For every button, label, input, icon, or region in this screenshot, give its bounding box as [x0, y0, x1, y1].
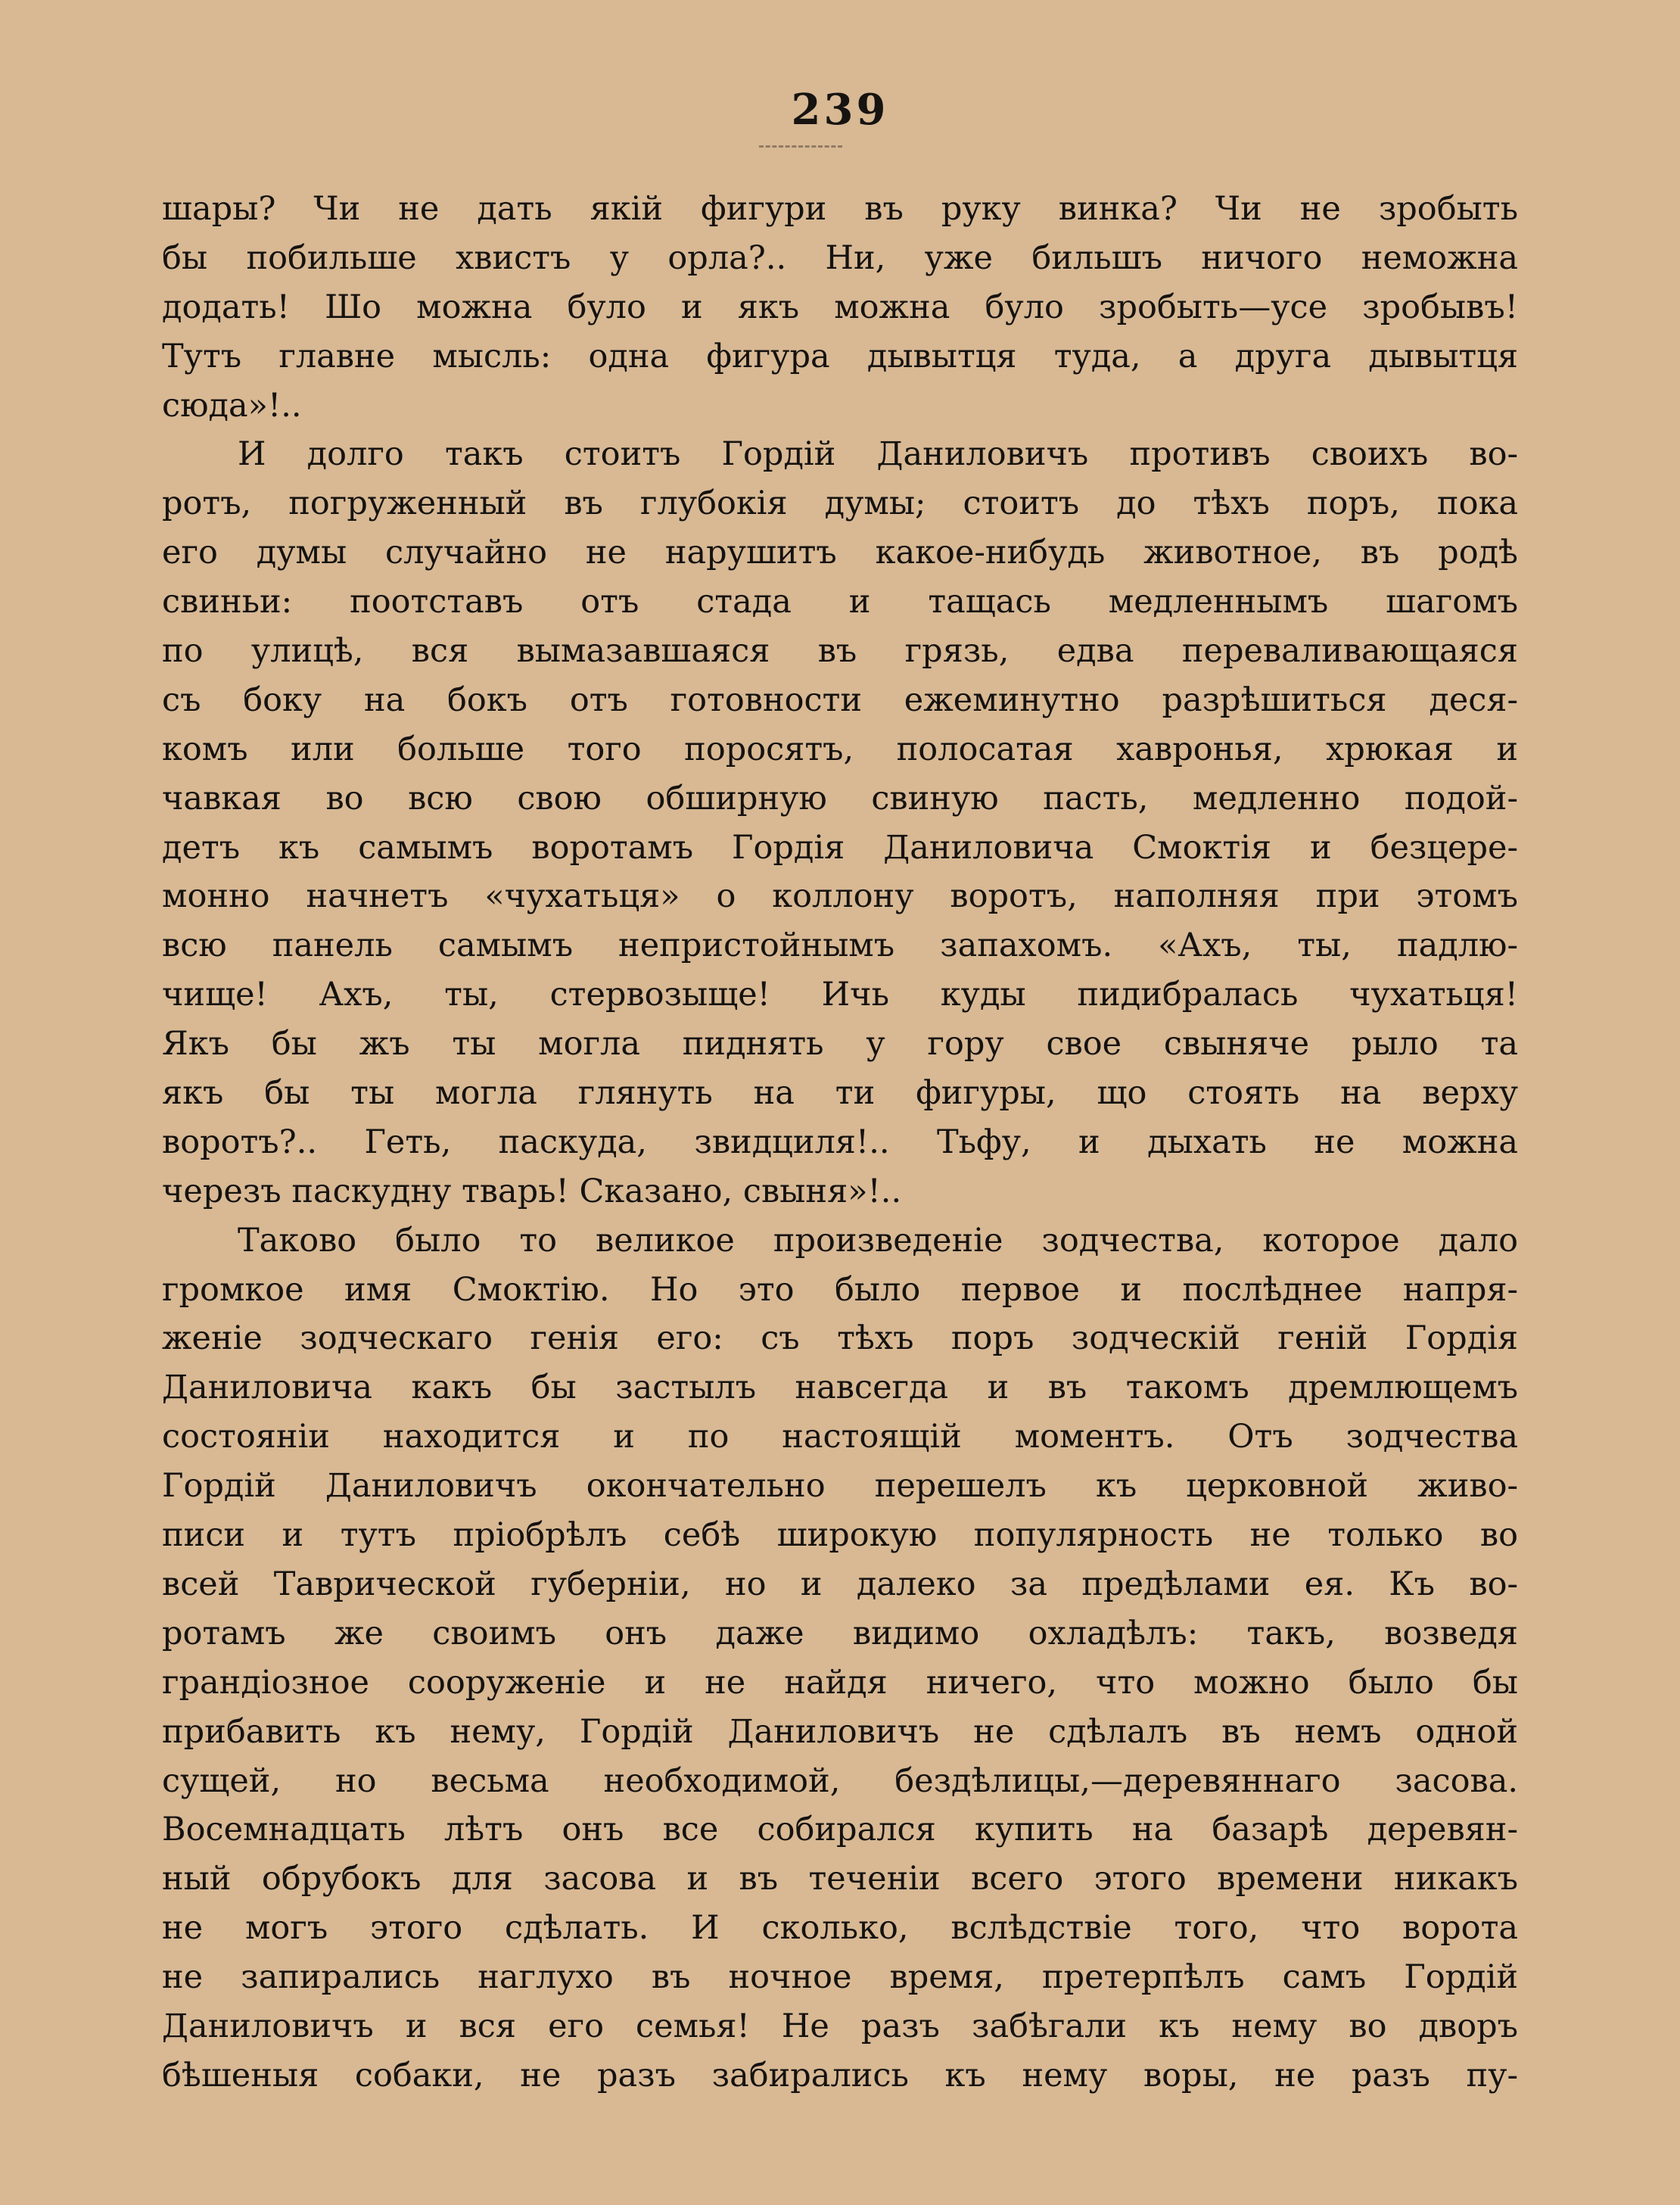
text-line: воротъ?.. Геть, паскуда, звидциля!.. Тьфу, и дыхать не можна: [162, 1123, 1518, 1161]
text-line: прибавить къ нему, Гордій Даниловичъ не сдѣлалъ въ немъ одной: [162, 1712, 1518, 1751]
text-line: якъ бы ты могла глянуть на ти фигуры, що стоять на верху: [162, 1074, 1518, 1113]
text-line: сущей, но весьма необходимой, бездѣлицы,—деревяннаго засова.: [162, 1761, 1518, 1800]
text-line: ный обрубокъ для засова и въ теченіи всего этого времени никакъ: [162, 1860, 1518, 1898]
text-line: его думы случайно не нарушитъ какое-нибудь животное, въ родѣ: [162, 534, 1518, 572]
text-line: всю панель самымъ непристойнымъ запахомъ. «Ахъ, ты, падлю-: [162, 927, 1518, 965]
text-line: комъ или больше того поросятъ, полосатая хавронья, хрюкая и: [162, 730, 1518, 768]
text-line: сюда»!..: [162, 386, 302, 425]
text-line: Гордій Даниловичъ окончательно перешелъ къ церковной живо-: [162, 1467, 1518, 1506]
text-line: И долго такъ стоитъ Гордій Даниловичъ противъ своихъ во-: [238, 435, 1518, 474]
text-line: состояніи находится и по настоящій моментъ. Отъ зодчества: [162, 1418, 1518, 1456]
body-text: [162, 185, 1518, 2101]
text-line: Даниловичъ и вся его семья! Не разъ забѣгали къ нему во дворъ: [162, 2007, 1518, 2045]
text-line: грандіозное сооруженіе и не найдя ничего, что можно было бы: [162, 1663, 1518, 1702]
text-line: не запирались наглухо въ ночное время, претерпѣлъ самъ Гордій: [162, 1958, 1518, 1997]
text-line: монно начнетъ «чухатьця» о коллону воротъ, наполняя при этомъ: [162, 877, 1518, 916]
text-line: Тутъ главне мысль: одна фигура дывытця туда, а друга дывытця: [162, 337, 1518, 375]
text-line: всей Таврической губерніи, но и далеко за предѣлами ея. Къ во-: [162, 1565, 1518, 1603]
text-line: громкое имя Смоктію. Но это было первое и послѣднее напря-: [162, 1270, 1518, 1309]
text-line: чавкая во всю свою обширную свиную пасть, медленно подой-: [162, 779, 1518, 818]
text-line: бы побильше хвистъ у орла?.. Ни, уже бильшъ ничого неможна: [162, 238, 1518, 277]
text-line: Даниловича какъ бы застылъ навсегда и въ такомъ дремлющемъ: [162, 1369, 1518, 1407]
text-line: детъ къ самымъ воротамъ Гордія Даниловича Смоктія и безцере-: [162, 828, 1518, 867]
text-line: ротамъ же своимъ онъ даже видимо охладѣлъ: такъ, возведя: [162, 1614, 1518, 1652]
text-line: бѣшеныя собаки, не разъ забирались къ нему воры, не разъ пу-: [162, 2056, 1518, 2094]
text-line: ротъ, погруженный въ глубокія думы; стоитъ до тѣхъ поръ, пока: [162, 484, 1518, 523]
text-line: женіе зодческаго генія его: съ тѣхъ поръ зодческій геній Гордія: [162, 1319, 1518, 1358]
text-line: чище! Ахъ, ты, стервозыще! Ичь куды пидибралась чухатьця!: [162, 976, 1518, 1014]
text-line: свиньи: поотставъ отъ стада и тащась медленнымъ шагомъ: [162, 583, 1518, 621]
text-line: не могъ этого сдѣлать. И сколько, вслѣдствіе того, что ворота: [162, 1909, 1518, 1948]
text-line: съ боку на бокъ отъ готовности ежеминутно разрѣшиться деся-: [162, 680, 1518, 719]
text-line: шары? Чи не дать якій фигури въ руку винка? Чи не зробыть: [162, 190, 1518, 228]
text-line: Восемнадцать лѣтъ онъ все собирался купить на базарѣ деревян-: [162, 1811, 1518, 1849]
text-line: Таково было то великое произведеніе зодчества, которое дало: [238, 1221, 1518, 1260]
page-number: 239: [791, 85, 889, 135]
text-line: писи и тутъ пріобрѣлъ себѣ широкую популярность не только во: [162, 1516, 1518, 1555]
page-number-rule: [759, 145, 842, 148]
text-line: Якъ бы жъ ты могла пиднять у гору свое свыняче рыло та: [162, 1025, 1518, 1064]
text-line: додать! Шо можна було и якъ можна було зробыть—усе зробывъ!: [162, 288, 1518, 326]
text-line: черезъ паскудну тварь! Сказано, свыня»!..: [162, 1172, 902, 1210]
text-line: по улицѣ, вся вымазавшаяся въ грязь, едва переваливающаяся: [162, 632, 1518, 671]
